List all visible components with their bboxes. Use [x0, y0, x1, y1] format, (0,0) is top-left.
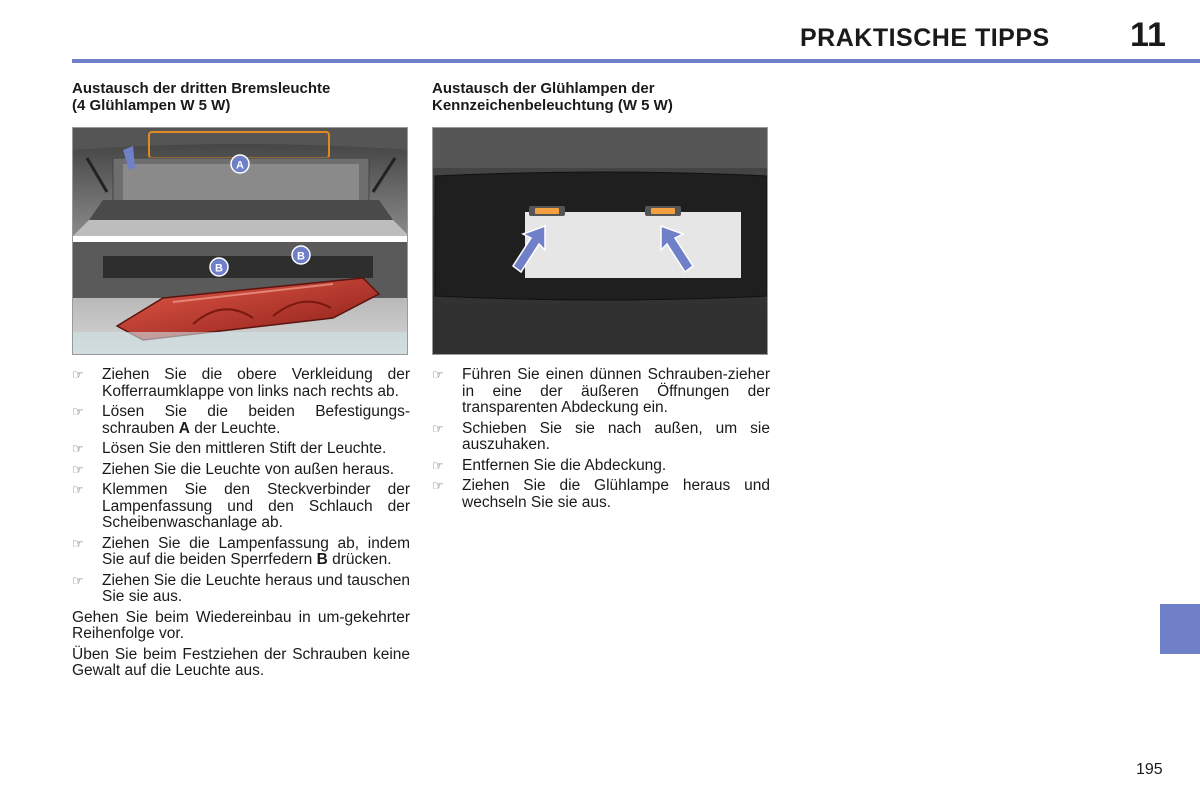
- plate-light-title: [432, 80, 770, 114]
- brake-light-title-line2: (4 Glühlampen W 5 W): [72, 97, 231, 114]
- step-text: Ziehen Sie die Lampenfassung ab, indem Sie auf die beiden Sperrfedern: [102, 534, 410, 568]
- chapter-side-tab: [1160, 604, 1200, 654]
- step-reference-label: B: [316, 551, 328, 568]
- plate-light-section: [432, 80, 770, 515]
- step-item: [432, 478, 770, 511]
- pointing-hand-icon: ☞: [72, 441, 84, 456]
- plate-light-svg: [433, 128, 768, 355]
- header-rule: [72, 59, 1200, 63]
- chapter-number: 11: [1130, 16, 1166, 54]
- pointing-hand-icon: ☞: [72, 404, 84, 419]
- step-item: [72, 482, 410, 532]
- step-text: Ziehen Sie die Leuchte heraus und tauschen Sie sie aus.: [102, 571, 410, 605]
- step-text: Entfernen Sie die Abdeckung.: [462, 456, 667, 474]
- step-item: [72, 367, 410, 400]
- step-reference-label: A: [178, 419, 190, 437]
- brake-light-illustration: [72, 127, 408, 355]
- brake-light-title-line1: Austausch der dritten Bremsleuchte: [72, 80, 331, 97]
- step-text: Ziehen Sie die obere Verkleidung der Kofferraumklappe von links nach rechts ab.: [102, 366, 410, 400]
- step-text: Schieben Sie sie nach außen, um sie auszuhaken.: [462, 419, 770, 453]
- chapter-title: PRAKTISCHE TIPPS: [800, 24, 1050, 52]
- plate-light-steps: [432, 367, 770, 511]
- step-item: [72, 404, 410, 437]
- brake-light-section: [72, 80, 410, 684]
- license-plate: [525, 212, 741, 278]
- step-text: Lösen Sie die beiden Befestigungs-schrauben: [102, 403, 410, 437]
- step-text: Ziehen Sie die Leuchte von außen heraus.: [102, 460, 395, 478]
- pointing-hand-icon: ☞: [432, 457, 444, 473]
- page-number: 195: [1136, 761, 1163, 778]
- pointing-hand-icon: ☞: [72, 367, 84, 382]
- step-text: Klemmen Sie den Steckverbinder der Lampenfassung und den Schlauch der Scheibenwaschanlage ab.: [102, 481, 410, 531]
- plate-lamp-right: [651, 208, 675, 214]
- step-text: Ziehen Sie die Glühlampe heraus und wechseln Sie sie aus.: [462, 477, 770, 511]
- step-item: [72, 573, 410, 606]
- step-item: [72, 462, 410, 479]
- marker-b-right-label: B: [297, 250, 305, 263]
- pointing-hand-icon: ☞: [432, 420, 444, 436]
- plate-light-title-line2: Kennzeichenbeleuchtung (W 5 W): [432, 97, 673, 114]
- pointing-hand-icon: ☞: [432, 478, 444, 493]
- plate-light-illustration: [432, 127, 768, 355]
- marker-b-left-label: B: [215, 262, 223, 275]
- reassembly-note: Gehen Sie beim Wiedereinbau in um-gekehrter Reihenfolge vor.: [72, 608, 410, 642]
- step-item: [432, 367, 770, 417]
- pointing-hand-icon: ☞: [72, 535, 84, 551]
- step-item: [432, 458, 770, 475]
- step-text-end: der Leuchte.: [189, 419, 281, 437]
- pointing-hand-icon: ☞: [72, 572, 84, 588]
- step-text: Führen Sie einen dünnen Schrauben-zieher in eine der äußeren Öffnungen der transparenten Abdeckung ein.: [462, 366, 770, 416]
- step-item: [432, 421, 770, 454]
- pointing-hand-icon: ☞: [432, 367, 444, 382]
- pointing-hand-icon: ☞: [72, 482, 84, 497]
- brake-light-title: [72, 80, 410, 114]
- step-item: [72, 536, 410, 569]
- tightening-note: Üben Sie beim Festziehen der Schrauben keine Gewalt auf die Leuchte aus.: [72, 645, 410, 679]
- step-text-end: drücken.: [327, 551, 392, 568]
- brake-light-svg: [73, 128, 408, 355]
- step-text: Lösen Sie den mittleren Stift der Leuchte.: [102, 440, 387, 457]
- plate-lamp-left: [535, 208, 559, 214]
- plate-light-title-line1: Austausch der Glühlampen der: [432, 80, 655, 97]
- step-item: [72, 441, 410, 458]
- pointing-hand-icon: ☞: [72, 461, 84, 477]
- brake-light-steps: [72, 367, 410, 606]
- marker-a-label: A: [236, 159, 244, 172]
